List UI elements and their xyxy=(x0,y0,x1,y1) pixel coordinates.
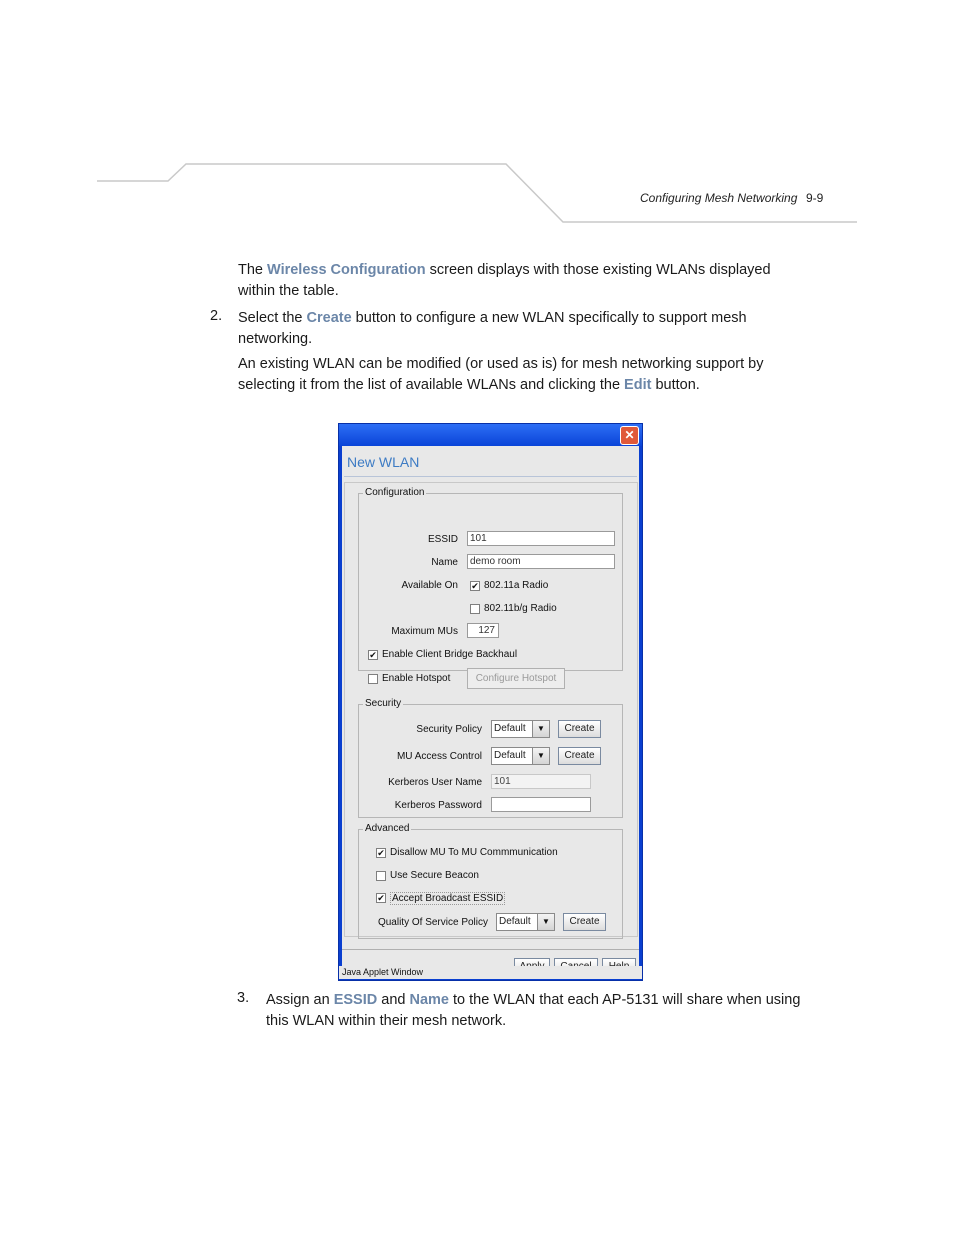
disallow-mu-label: Disallow MU To MU Commmunication xyxy=(390,847,558,858)
mu-access-control-create-button[interactable]: Create xyxy=(558,747,601,765)
security-policy-label: Security Policy xyxy=(416,724,482,735)
step3-paragraph: Assign an ESSID and Name to the WLAN that each AP-5131 will share when using this WLAN within their mesh network. xyxy=(266,992,801,1029)
qos-policy-label: Quality Of Service Policy xyxy=(377,917,488,928)
essid-input[interactable]: 101 xyxy=(467,531,615,546)
radio-80211bg-checkbox[interactable] xyxy=(470,604,480,614)
chevron-down-icon[interactable]: ▼ xyxy=(537,914,554,930)
accept-broadcast-essid-checkbox[interactable]: ✔ xyxy=(377,893,385,903)
accept-broadcast-essid-label: Accept Broadcast ESSID xyxy=(392,893,504,904)
wireless-configuration-term: Wireless Configuration xyxy=(267,262,426,278)
disallow-mu-checkbox[interactable]: ✔ xyxy=(377,848,385,858)
edit-term: Edit xyxy=(624,377,652,393)
configure-hotspot-button[interactable]: Configure Hotspot xyxy=(467,668,565,689)
maximum-mus-input[interactable]: 127 xyxy=(467,623,499,638)
qos-policy-create-button[interactable]: Create xyxy=(563,913,606,931)
radio-80211a-label: 802.11a Radio xyxy=(484,580,549,591)
step2-paragraph: Select the Create button to configure a new WLAN specifically to support mesh networking. xyxy=(238,310,747,347)
dialog-titlebar xyxy=(339,424,642,446)
intro-paragraph: The Wireless Configuration screen displays with those existing WLANs displayed within the table. xyxy=(238,262,771,299)
available-on-label: Available On xyxy=(401,580,458,591)
radio-80211a-checkbox[interactable]: ✔ xyxy=(471,581,479,591)
kerberos-password-input[interactable] xyxy=(491,797,591,812)
mu-access-control-label: MU Access Control xyxy=(396,751,482,762)
essid-label: ESSID xyxy=(427,534,458,545)
step2-number: 2. xyxy=(210,308,223,324)
kerberos-password-label: Kerberos Password xyxy=(394,800,482,811)
step2-note-paragraph: An existing WLAN can be modified (or used as is) for mesh networking support by selecting it from the list of available WLANs and clicking the Edit button. xyxy=(238,356,764,393)
qos-policy-select[interactable]: Default ▼ xyxy=(496,913,555,931)
java-applet-status-bar: Java Applet Window xyxy=(339,966,642,979)
footer-divider xyxy=(342,949,639,950)
chevron-down-icon[interactable]: ▼ xyxy=(532,721,549,737)
close-icon[interactable]: ✕ xyxy=(620,426,639,445)
chevron-down-icon[interactable]: ▼ xyxy=(532,748,549,764)
new-wlan-dialog xyxy=(338,423,643,981)
name-term: Name xyxy=(409,992,449,1008)
security-policy-select[interactable]: Default ▼ xyxy=(491,720,550,738)
client-bridge-label: Enable Client Bridge Backhaul xyxy=(382,649,518,660)
enable-hotspot-checkbox[interactable] xyxy=(368,674,378,684)
running-header-title: Configuring Mesh Networking xyxy=(640,191,798,205)
create-term: Create xyxy=(306,310,352,326)
maximum-mus-label: Maximum MUs xyxy=(391,626,458,637)
security-policy-create-button[interactable]: Create xyxy=(558,720,601,738)
mu-access-control-select[interactable]: Default ▼ xyxy=(491,747,550,765)
enable-hotspot-label: Enable Hotspot xyxy=(382,673,451,684)
radio-80211bg-label: 802.11b/g Radio xyxy=(484,603,557,614)
name-label: Name xyxy=(431,557,458,568)
advanced-legend: Advanced xyxy=(365,823,410,834)
dialog-heading: New WLAN xyxy=(347,454,420,470)
essid-term: ESSID xyxy=(333,992,378,1008)
secure-beacon-label: Use Secure Beacon xyxy=(390,870,479,881)
kerberos-user-name-label: Kerberos User Name xyxy=(388,777,482,788)
page-number: 9-9 xyxy=(806,191,824,205)
dialog-body xyxy=(342,446,639,978)
configuration-legend: Configuration xyxy=(365,487,425,498)
client-bridge-checkbox[interactable]: ✔ xyxy=(369,650,377,660)
step3-number: 3. xyxy=(237,990,250,1006)
name-input[interactable]: demo room xyxy=(467,554,615,569)
kerberos-user-name-input[interactable]: 101 xyxy=(491,774,591,789)
security-legend: Security xyxy=(365,698,402,709)
heading-divider xyxy=(344,476,637,477)
secure-beacon-checkbox[interactable] xyxy=(376,871,386,881)
